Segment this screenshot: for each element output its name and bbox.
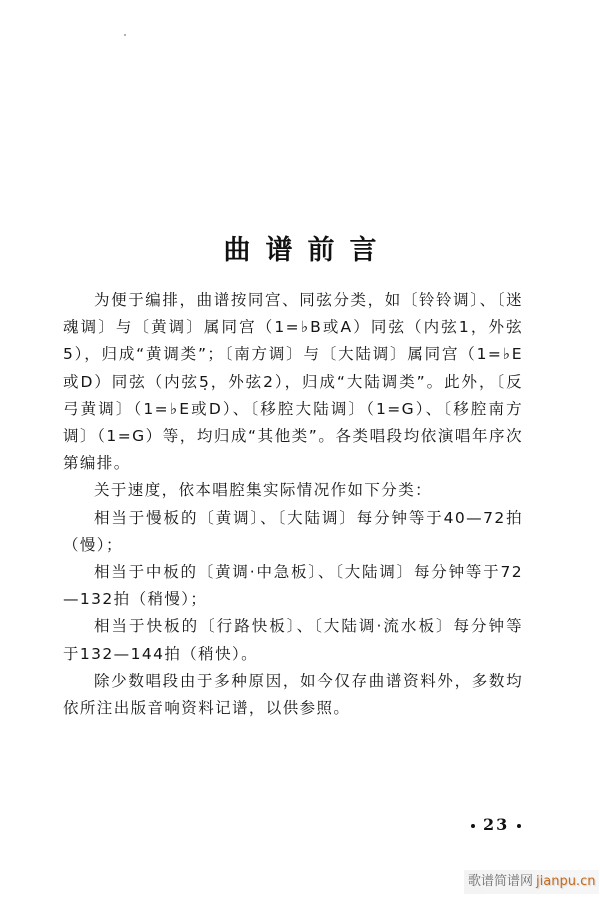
paragraph-tempo-intro: 关于速度，依本唱腔集实际情况作如下分类： [94, 481, 433, 500]
bullet-icon [471, 824, 475, 828]
paragraph-tempo-slow: 相当于慢板的〔黄调〕、〔大陆调〕每分钟等于40—72拍（慢）； [63, 508, 523, 554]
paragraph-tempo-medium: 相当于中板的〔黄调·中急板〕、〔大陆调〕每分钟等于72—132拍（稍慢）； [63, 563, 523, 609]
paragraph-sources: 除少数唱段由于多种原因，如今仅存曲谱资料外，多数均依所注出版音响资料记谱，以供参照。 [63, 671, 523, 718]
bullet-icon [517, 824, 521, 828]
preface-body [63, 287, 523, 722]
page-number [463, 815, 529, 834]
paragraph-tempo-fast: 相当于快板的〔行路快板〕、〔大陆调·流水板〕每分钟等于132—144拍（稍快）。 [63, 617, 523, 663]
paragraph-classification: 为便于编排，曲谱按同宫、同弦分类，如〔铃铃调〕、〔迷魂调〕与〔黄调〕属同宫（1=♭B或A）同弦（内弦1，外弦5），归成“黄调类”；〔南方调〕与〔大陆调〕属同宫（1=♭E或D）同弦（内弦5̣，外弦2），归成“大陆调类”。此外，〔反弓黄调〕（1=♭E或D）、〔移腔大陆调〕（1=G）、〔移腔南方调〕（1=G）等，均归成“其他类”。各类唱段均依演唱年序次第编排。 [63, 291, 523, 473]
watermark [464, 870, 599, 894]
page-title: 曲谱前言 [223, 235, 392, 266]
watermark-site-name: 歌谱简谱网 [468, 874, 534, 889]
page-number-value: 23 [483, 815, 510, 834]
scan-speck [124, 34, 126, 36]
watermark-url: jianpu.cn [536, 874, 596, 889]
